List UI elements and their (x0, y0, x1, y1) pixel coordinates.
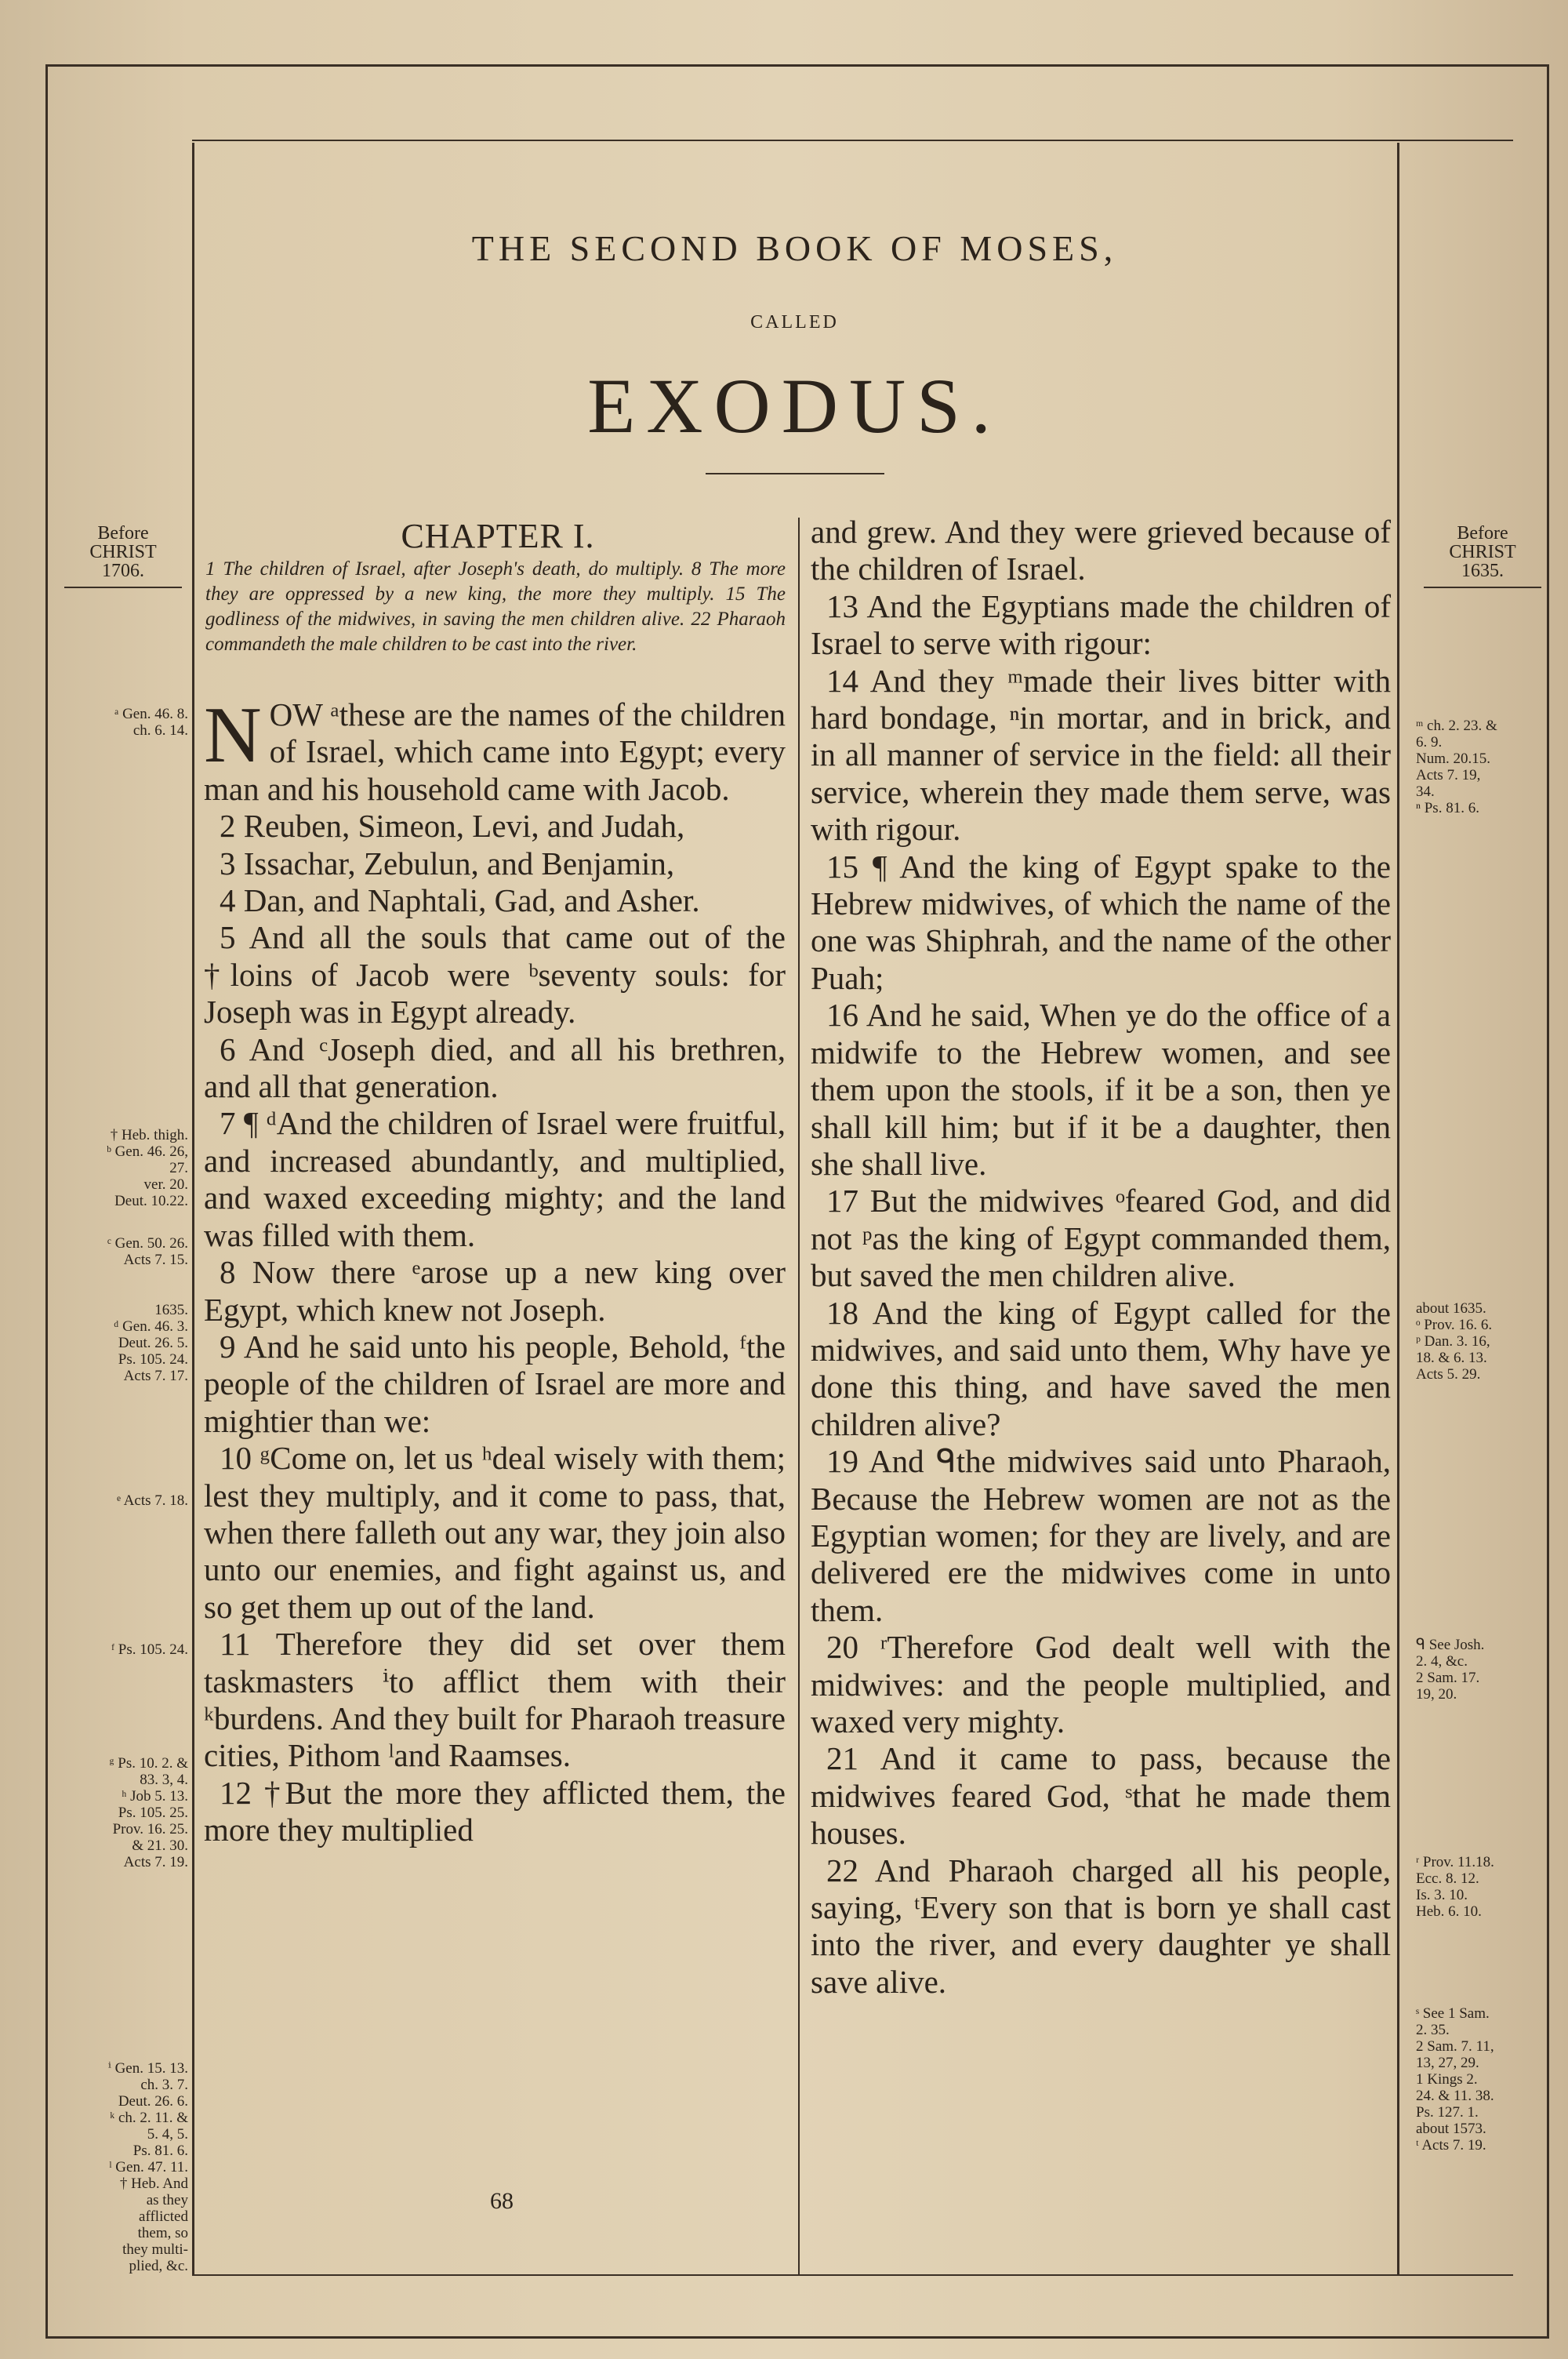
page-number: 68 (490, 2188, 514, 2214)
verse (811, 1740, 1391, 1852)
verse (204, 691, 786, 808)
top-rule (192, 140, 1513, 141)
verse (204, 1775, 786, 1849)
cross-reference-note: ᵐ ch. 2. 23. & 6. 9. Num. 20.15. Acts 7. 19, 34. ⁿ Ps. 81. 6. (1416, 718, 1497, 816)
book-subheading: CALLED (750, 312, 839, 333)
text-column-left (204, 691, 786, 1849)
verse (204, 1440, 786, 1626)
right-column-rule (1397, 143, 1399, 2276)
cross-reference-note: ᵃ Gen. 46. 8. ch. 6. 14. (114, 706, 188, 739)
verse-text: 22 And Pharaoh charged all his people, saying, ᵗEvery son that is born ye shall cast into the river, and every daughter ye shall save alive. (811, 1852, 1391, 2000)
verse-text: 14 And they ᵐmade their lives bitter with hard bondage, ⁿin mortar, and in brick, and in all manner of service in the field: all their service, wherein they made them serve, was with rigour. (811, 662, 1391, 848)
verse (204, 808, 786, 845)
book-heading: THE SECOND BOOK OF MOSES, (471, 228, 1118, 268)
margin-rule (64, 587, 182, 588)
verse (811, 1443, 1391, 1629)
verse-text: 2 Reuben, Simeon, Levi, and Judah, (220, 808, 685, 845)
cross-reference-note: † Heb. thigh. ᵇ Gen. 46. 26, 27. ver. 20. Deut. 10.22. (106, 1127, 188, 1209)
verse-text: and grew. And they were grieved because of the children of Israel. (811, 514, 1391, 587)
verse (204, 1031, 786, 1106)
margin-date-left (56, 524, 190, 588)
margin-date-left-line1: Before (97, 523, 149, 543)
verse (204, 845, 786, 882)
verse-text: 17 But the midwives ᵒfeared God, and did not ᵖas the king of Egypt commanded them, but saved the men children alive. (811, 1183, 1391, 1294)
verse-text: 12 †But the more they afflicted them, the more they multiplied (204, 1774, 786, 1848)
cross-reference-note: ᵉ Acts 7. 18. (117, 1492, 188, 1509)
verse (811, 663, 1391, 849)
verse (204, 1254, 786, 1329)
verse-text: 16 And he said, When ye do the office of a midwife to the Hebrew women, and see them upon the stools, if it be a son, then ye shall kill him; but if it be a daughter, then she shall live. (811, 997, 1391, 1182)
verse-text: 11 Therefore they did set over them taskmasters ⁱto afflict them with their ᵏburdens. And they built for Pharaoh treasure cities, Pithom ˡand Raamses. (204, 1626, 786, 1774)
text-column-right (811, 514, 1391, 2001)
margin-date-right (1416, 524, 1549, 588)
cross-reference-note: about 1635. ᵒ Prov. 16. 6. ᵖ Dan. 3. 16, 18. & 6. 13. Acts 5. 29. (1416, 1300, 1493, 1383)
verse-text: OW ᵃthese are the names of the children of Israel, which came into Egypt; every man and his household came with Jacob. (204, 696, 786, 807)
verse (811, 997, 1391, 1183)
verse (204, 1626, 786, 1775)
verse-text: 20 ʳTherefore God dealt well with the midwives: and the people multiplied, and waxed very mighty. (811, 1629, 1391, 1739)
cross-reference-note: ⁱ Gen. 15. 13. ch. 3. 7. Deut. 26. 6. ᵏ ch. 2. 11. & 5. 4, 5. Ps. 81. 6. ˡ Gen. 47. 11. † Heb. And as they afflicted them, so they multi- plied, &c. (108, 2060, 188, 2274)
margin-date-right-line2: CHRIST (1449, 542, 1516, 562)
verse (204, 1105, 786, 1254)
verse-text: 10 ᵍCome on, let us ʰdeal wisely with them; lest they multiply, and it come to pass, that, when there falleth out any war, they join also unto our enemies, and fight against us, and so get them up out of the land. (204, 1440, 786, 1625)
cross-reference-note: ᶠ Ps. 105. 24. (111, 1641, 188, 1658)
cross-reference-note: ᶜ Gen. 50. 26. Acts 7. 15. (107, 1235, 188, 1268)
verse-text: 13 And the Egyptians made the children of Israel to serve with rigour: (811, 587, 1391, 662)
margin-date-right-line3: 1635. (1461, 561, 1504, 581)
verse-text: 5 And all the souls that came out of the †loins of Jacob were ᵇseventy souls: for Joseph was in Egypt already. (204, 919, 786, 1030)
verse-text: 18 And the king of Egypt called for the midwives, and said unto them, Why have ye done this thing, and have saved the men children alive? (811, 1294, 1391, 1442)
book-title: EXODUS. (587, 362, 1002, 449)
title-ornament-rule (706, 473, 884, 474)
verse-text: 15 ¶ And the king of Egypt spake to the Hebrew midwives, of which the name of the one was Shiphrah, and the name of the other Puah; (811, 848, 1391, 996)
verse (204, 882, 786, 919)
verse (811, 1295, 1391, 1444)
bottom-rule (192, 2274, 1513, 2276)
margin-date-left-line2: CHRIST (89, 542, 157, 562)
verse-text: 6 And ᶜJoseph died, and all his brethren, and all that generation. (204, 1030, 786, 1105)
verse-text: 8 Now there ᵉarose up a new king over Egypt, which knew not Joseph. (204, 1254, 786, 1328)
verse (811, 514, 1391, 588)
verse (204, 919, 786, 1030)
verse (811, 849, 1391, 998)
verse-text: 19 And ᑫthe midwives said unto Pharaoh, Because the Hebrew women are not as the Egyptian women; for they are lively, and are delivered ere the midwives come in unto them. (811, 1443, 1391, 1628)
verse (811, 1183, 1391, 1294)
verse (811, 588, 1391, 663)
chapter-title: CHAPTER I. (401, 517, 595, 555)
chapter-summary: 1 The children of Israel, after Joseph's death, do multiply. 8 The more they are oppressed by a new king, the more they multiply. 15 The godliness of the midwives, in saving the men children alive. 22 Pharaoh commandeth the male children to be cast into the river. (205, 558, 786, 655)
verse-text: 3 Issachar, Zebulun, and Benjamin, (220, 845, 675, 881)
cross-reference-note: ᑫ See Josh. 2. 4, &c. 2 Sam. 17. 19, 20. (1416, 1637, 1485, 1703)
center-column-rule (798, 518, 800, 2274)
verse-text: 21 And it came to pass, because the midwives feared God, ˢthat he made them houses. (811, 1740, 1391, 1852)
verse-text: 7 ¶ ᵈAnd the children of Israel were fruitful, and increased abundantly, and multiplied, and waxed exceeding mighty; and the land was filled with them. (204, 1105, 786, 1253)
verse (811, 1629, 1391, 1740)
left-column-rule (192, 143, 194, 2276)
cross-reference-note: ʳ Prov. 11.18. Ecc. 8. 12. Is. 3. 10. Heb. 6. 10. (1416, 1854, 1494, 1920)
cross-reference-note: 1635. ᵈ Gen. 46. 3. Deut. 26. 5. Ps. 105. 24. Acts 7. 17. (114, 1302, 188, 1384)
verse (204, 1329, 786, 1440)
drop-cap: N (204, 691, 262, 780)
cross-reference-note: ˢ See 1 Sam. 2. 35. 2 Sam. 7. 11, 13, 27, 29. 1 Kings 2. 24. & 11. 38. Ps. 127. 1. about 1573. ᵗ Acts 7. 19. (1416, 2005, 1494, 2154)
margin-date-left-line3: 1706. (102, 561, 144, 581)
verse-text: 4 Dan, and Naphtali, Gad, and Asher. (220, 882, 700, 919)
verse (811, 1852, 1391, 2001)
verse-text: 9 And he said unto his people, Behold, ᶠthe people of the children of Israel are more and mightier than we: (204, 1328, 786, 1439)
margin-date-right-line1: Before (1457, 523, 1508, 543)
cross-reference-note: ᵍ Ps. 10. 2. & 83. 3, 4. ʰ Job 5. 13. Ps. 105. 25. Prov. 16. 25. & 21. 30. Acts 7. 19. (109, 1755, 188, 1870)
margin-rule (1424, 587, 1541, 588)
